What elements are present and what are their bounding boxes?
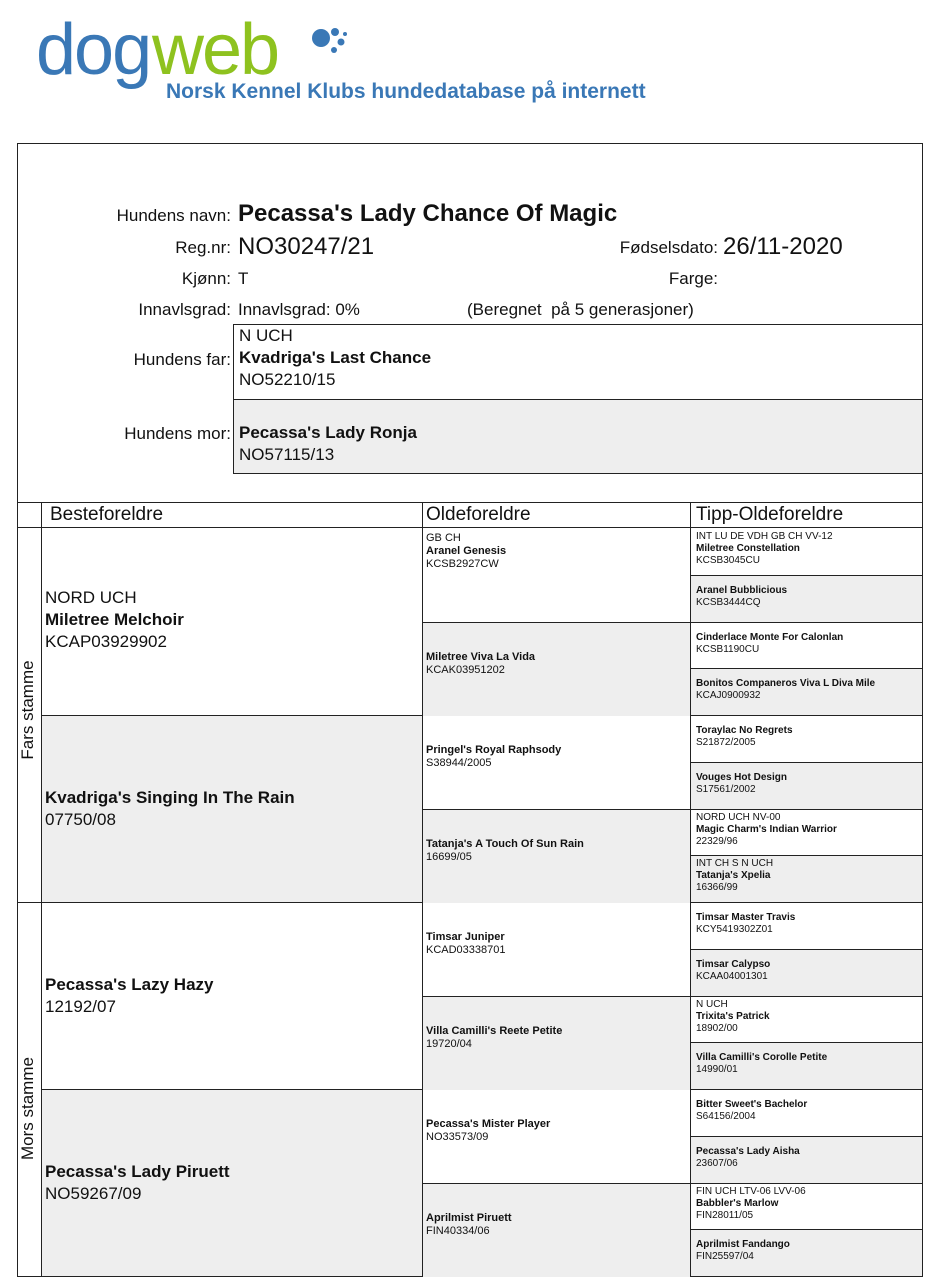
header-bottom-line bbox=[17, 527, 923, 528]
gp-name[interactable]: Pecassa's Lazy Hazy bbox=[45, 975, 214, 994]
gggp-name[interactable]: Bitter Sweet's Bachelor bbox=[696, 1099, 808, 1110]
father-title: N UCH bbox=[239, 326, 293, 345]
ggp-divider bbox=[422, 622, 923, 623]
gggp-reg: KCY5419302Z01 bbox=[696, 924, 773, 935]
gggp-reg: KCSB1190CU bbox=[696, 644, 760, 655]
mother-box[interactable] bbox=[233, 399, 923, 474]
grandparent-cell[interactable] bbox=[45, 974, 415, 1018]
sex-value: T bbox=[238, 269, 249, 288]
ggp-name[interactable]: Aranel Genesis bbox=[426, 545, 507, 557]
father-box[interactable] bbox=[233, 324, 923, 400]
ggp-reg: S38944/2005 bbox=[426, 757, 492, 769]
gggp-reg: 18902/00 bbox=[696, 1023, 738, 1034]
logo-subtitle: Norsk Kennel Klubs hundedatabase på internett bbox=[166, 80, 646, 103]
great-great-grandparent-cell[interactable] bbox=[696, 1146, 920, 1170]
gggp-divider bbox=[690, 949, 923, 950]
great-great-grandparent-cell[interactable] bbox=[696, 632, 920, 656]
gggp-name[interactable]: Trixita's Patrick bbox=[696, 1011, 770, 1022]
mors-stamme-label: Mors stamme bbox=[18, 1057, 37, 1160]
gggp-name[interactable]: Villa Camilli's Corolle Petite bbox=[696, 1052, 828, 1063]
sex-label: Kjønn: bbox=[181, 269, 231, 288]
gggp-reg: 22329/96 bbox=[696, 836, 738, 847]
great-great-grandparent-cell[interactable] bbox=[696, 812, 920, 848]
gggp-divider bbox=[690, 575, 923, 576]
gggp-reg: 16366/99 bbox=[696, 882, 738, 893]
gggp-divider bbox=[690, 855, 923, 856]
great-grandparent-cell[interactable] bbox=[426, 931, 688, 957]
birth-label: Fødselsdato: bbox=[619, 238, 718, 257]
gggp-name[interactable]: Cinderlace Monte For Calonlan bbox=[696, 632, 844, 643]
father-reg: NO52210/15 bbox=[239, 370, 336, 389]
ggp-name[interactable]: Pringel's Royal Raphsody bbox=[426, 744, 562, 756]
gggp-title: FIN UCH LTV-06 LVV-06 bbox=[696, 1186, 806, 1197]
great-grandparent-cell[interactable] bbox=[426, 744, 688, 770]
great-great-grandparent-cell[interactable] bbox=[696, 1186, 920, 1222]
ggp-name[interactable]: Miletree Viva La Vida bbox=[426, 651, 536, 663]
ggp-name[interactable]: Timsar Juniper bbox=[426, 931, 505, 943]
great-grandparent-cell[interactable] bbox=[426, 838, 688, 864]
gggp-name[interactable]: Tatanja's Xpelia bbox=[696, 870, 771, 881]
gggp-reg: S21872/2005 bbox=[696, 737, 756, 748]
header-greatgreat: Tipp-Oldeforeldre bbox=[696, 504, 844, 525]
inbreeding-label: Innavlsgrad: bbox=[138, 300, 231, 319]
ggp-reg: KCSB2927CW bbox=[426, 558, 499, 570]
ggp-name[interactable]: Villa Camilli's Reete Petite bbox=[426, 1025, 563, 1037]
gp-name[interactable]: Pecassa's Lady Piruett bbox=[45, 1162, 230, 1181]
great-grandparent-cell[interactable] bbox=[426, 532, 688, 571]
gggp-name[interactable]: Pecassa's Lady Aisha bbox=[696, 1146, 800, 1157]
ggp-divider bbox=[422, 996, 923, 997]
gggp-name[interactable]: Babbler's Marlow bbox=[696, 1198, 779, 1209]
dogweb-logo[interactable] bbox=[36, 10, 736, 120]
gggp-reg: FIN25597/04 bbox=[696, 1251, 754, 1262]
great-grandparent-cell[interactable] bbox=[426, 1025, 688, 1051]
ggp-reg: 19720/04 bbox=[426, 1038, 472, 1050]
great-grandparent-cell[interactable] bbox=[426, 1118, 688, 1144]
great-great-grandparent-cell[interactable] bbox=[696, 858, 920, 894]
grandparent-cell[interactable] bbox=[45, 787, 415, 831]
logo-dots-icon bbox=[309, 24, 359, 64]
gggp-name[interactable]: Magic Charm's Indian Warrior bbox=[696, 824, 837, 835]
gggp-divider bbox=[690, 1136, 923, 1137]
gggp-reg: 23607/06 bbox=[696, 1158, 738, 1169]
gggp-name[interactable]: Bonitos Companeros Viva L Diva Mile bbox=[696, 678, 876, 689]
ggp-divider bbox=[422, 1183, 923, 1184]
ggp-title: GB CH bbox=[426, 532, 461, 544]
gggp-divider bbox=[690, 1042, 923, 1043]
col-line-3 bbox=[690, 502, 691, 1276]
reg-label: Reg.nr: bbox=[175, 238, 231, 257]
great-great-grandparent-cell[interactable] bbox=[696, 999, 920, 1035]
gp-reg: 12192/07 bbox=[45, 997, 116, 1016]
gp-name[interactable]: Kvadriga's Singing In The Rain bbox=[45, 788, 295, 807]
great-great-grandparent-cell[interactable] bbox=[696, 678, 920, 702]
gp-reg: KCAP03929902 bbox=[45, 632, 167, 651]
gggp-name[interactable]: Timsar Master Travis bbox=[696, 912, 796, 923]
name-label: Hundens navn: bbox=[116, 206, 231, 225]
ggp-name[interactable]: Pecassa's Mister Player bbox=[426, 1118, 551, 1130]
inbreeding-note: (Beregnet på 5 generasjoner) bbox=[467, 300, 694, 319]
gggp-name[interactable]: Aranel Bubblicious bbox=[696, 585, 788, 596]
gggp-reg: KCSB3444CQ bbox=[696, 597, 761, 608]
gggp-reg: S17561/2002 bbox=[696, 784, 756, 795]
ggp-reg: KCAK03951202 bbox=[426, 664, 505, 676]
ggp-name[interactable]: Aprilmist Piruett bbox=[426, 1212, 512, 1224]
gggp-title: INT CH S N UCH bbox=[696, 858, 774, 869]
gggp-name[interactable]: Aprilmist Fandango bbox=[696, 1239, 790, 1250]
gggp-title: N UCH bbox=[696, 999, 728, 1010]
great-great-grandparent-cell[interactable] bbox=[696, 585, 920, 609]
gggp-name[interactable]: Toraylac No Regrets bbox=[696, 725, 793, 736]
great-grandparent-cell[interactable] bbox=[426, 1212, 688, 1238]
great-great-grandparent-cell[interactable] bbox=[696, 725, 920, 749]
grandparent-cell[interactable] bbox=[45, 1161, 415, 1205]
color-label: Farge: bbox=[668, 269, 718, 288]
great-great-grandparent-cell[interactable] bbox=[696, 912, 920, 936]
great-great-grandparent-cell[interactable] bbox=[696, 1239, 920, 1263]
birth-date: 26/11-2020 bbox=[723, 233, 843, 260]
mother-reg: NO57115/13 bbox=[239, 445, 335, 464]
gp-title: NORD UCH bbox=[45, 588, 137, 607]
gggp-name[interactable]: Timsar Calypso bbox=[696, 959, 771, 970]
inbreeding-value: Innavlsgrad: 0% bbox=[238, 300, 360, 319]
great-great-grandparent-cell[interactable] bbox=[696, 772, 920, 796]
great-great-grandparent-cell[interactable] bbox=[696, 959, 920, 983]
mother-label: Hundens mor: bbox=[124, 424, 231, 443]
logo-web-text: web bbox=[152, 10, 279, 90]
gp-reg: NO59267/09 bbox=[45, 1184, 142, 1203]
gggp-reg: KCAA04001301 bbox=[696, 971, 768, 982]
father-name[interactable]: Kvadriga's Last Chance bbox=[239, 348, 432, 367]
dog-name: Pecassa's Lady Chance Of Magic bbox=[238, 200, 618, 227]
great-great-grandparent-cell[interactable] bbox=[696, 1099, 920, 1123]
great-great-grandparent-cell[interactable] bbox=[696, 531, 920, 567]
col-line-1 bbox=[41, 502, 42, 1276]
ggp-name[interactable]: Tatanja's A Touch Of Sun Rain bbox=[426, 838, 584, 850]
grid-top-line bbox=[17, 502, 923, 503]
ggp-reg: NO33573/09 bbox=[426, 1131, 489, 1143]
great-great-grandparent-cell[interactable] bbox=[696, 1052, 920, 1076]
dog-reg: NO30247/21 bbox=[238, 233, 375, 260]
father-label: Hundens far: bbox=[133, 350, 231, 369]
gggp-divider bbox=[690, 1229, 923, 1230]
header-grandparents: Besteforeldre bbox=[50, 504, 164, 525]
gp-reg: 07750/08 bbox=[45, 810, 116, 829]
gggp-name[interactable]: Vouges Hot Design bbox=[696, 772, 787, 783]
gp-name[interactable]: Miletree Melchoir bbox=[45, 610, 184, 629]
mother-name[interactable]: Pecassa's Lady Ronja bbox=[239, 423, 417, 442]
ggp-divider bbox=[422, 809, 923, 810]
col-line-2 bbox=[422, 502, 423, 1276]
fars-stamme-label: Fars stamme bbox=[18, 660, 37, 760]
ggp-reg: FIN40334/06 bbox=[426, 1225, 490, 1237]
grandparent-cell[interactable] bbox=[45, 587, 415, 653]
gggp-name[interactable]: Miletree Constellation bbox=[696, 543, 800, 554]
ggp-reg: KCAD03338701 bbox=[426, 944, 506, 956]
gggp-reg: KCSB3045CU bbox=[696, 555, 760, 566]
gggp-title: NORD UCH NV-00 bbox=[696, 812, 781, 823]
great-grandparent-cell[interactable] bbox=[426, 651, 688, 677]
gggp-reg: KCAJ0900932 bbox=[696, 690, 761, 701]
gggp-title: INT LU DE VDH GB CH VV-12 bbox=[696, 531, 833, 542]
gggp-reg: S64156/2004 bbox=[696, 1111, 756, 1122]
gggp-reg: FIN28011/05 bbox=[696, 1210, 754, 1221]
ggp-reg: 16699/05 bbox=[426, 851, 472, 863]
gggp-reg: 14990/01 bbox=[696, 1064, 738, 1075]
gggp-divider bbox=[690, 762, 923, 763]
logo-dog-text: dog bbox=[36, 10, 151, 90]
gggp-divider bbox=[690, 668, 923, 669]
header-great: Oldeforeldre bbox=[426, 504, 531, 525]
